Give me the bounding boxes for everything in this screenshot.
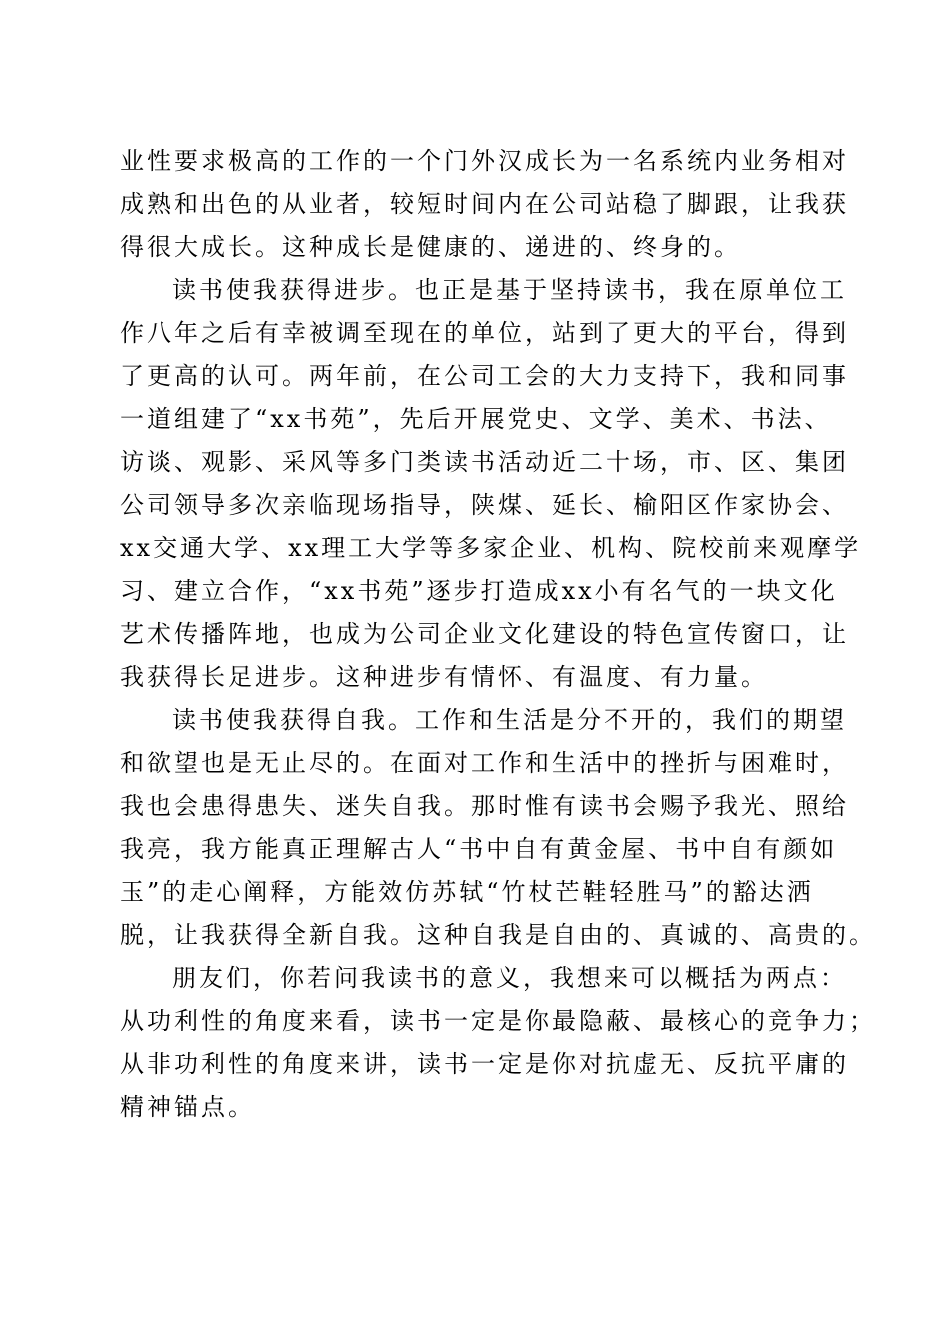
text-line: 习、建立合作，“xx书苑”逐步打造成xx小有名气的一块文化 (120, 577, 838, 605)
text-line: 得很大成长。这种成长是健康的、递进的、终身的。 (120, 233, 741, 261)
text-line: 精神锚点。 (120, 1093, 255, 1121)
text-line: 艺术传播阵地，也成为公司企业文化建设的特色宣传窗口，让 (120, 620, 849, 648)
paragraph-progress (120, 269, 862, 699)
text-line: 成熟和出色的从业者，较短时间内在公司站稳了脚跟，让我获 (120, 190, 849, 218)
text-line: 作八年之后有幸被调至现在的单位，站到了更大的平台，得到 (120, 319, 849, 347)
text-line: 读书使我获得进步。也正是基于坚持读书，我在原单位工 (172, 276, 847, 304)
text-line: 了更高的认可。两年前，在公司工会的大力支持下，我和同事 (120, 362, 849, 390)
text-line: 读书使我获得自我。工作和生活是分不开的，我们的期望 (172, 706, 847, 734)
text-line: xx交通大学、xx理工大学等多家企业、机构、院校前来观摩学 (120, 534, 862, 562)
text-line: 脱，让我获得全新自我。这种自我是自由的、真诚的、高贵的。 (120, 921, 876, 949)
text-line: 从非功利性的角度来讲，读书一定是你对抗虚无、反抗平庸的 (120, 1050, 849, 1078)
body-text (120, 140, 876, 1129)
text-line: 一道组建了“xx书苑”，先后开展党史、文学、美术、书法、 (120, 405, 832, 433)
text-line: 公司领导多次亲临现场指导，陕煤、延长、榆阳区作家协会、 (120, 491, 849, 519)
paragraph-self (120, 699, 876, 957)
text-line: 我亮，我方能真正理解古人“书中自有黄金屋、书中自有颜如 (120, 835, 838, 863)
text-line: 我也会患得患失、迷失自我。那时惟有读书会赐予我光、照给 (120, 792, 849, 820)
text-line: 和欲望也是无止尽的。在面对工作和生活中的挫折与困难时， (120, 749, 849, 777)
paragraph-growth-continuation (120, 140, 849, 269)
text-line: 玉”的走心阐释，方能效仿苏轼“竹杖芒鞋轻胜马”的豁达洒 (120, 878, 814, 906)
text-line: 访谈、观影、采风等多门类读书活动近二十场，市、区、集团 (120, 448, 849, 476)
paragraph-conclusion (120, 957, 876, 1129)
text-line: 朋友们，你若问我读书的意义，我想来可以概括为两点： (172, 964, 847, 992)
text-line: 业性要求极高的工作的一个门外汉成长为一名系统内业务相对 (120, 147, 849, 175)
text-line: 我获得长足进步。这种进步有情怀、有温度、有力量。 (120, 663, 768, 691)
text-line: 从功利性的角度来看，读书一定是你最隐蔽、最核心的竞争力； (120, 1007, 876, 1035)
